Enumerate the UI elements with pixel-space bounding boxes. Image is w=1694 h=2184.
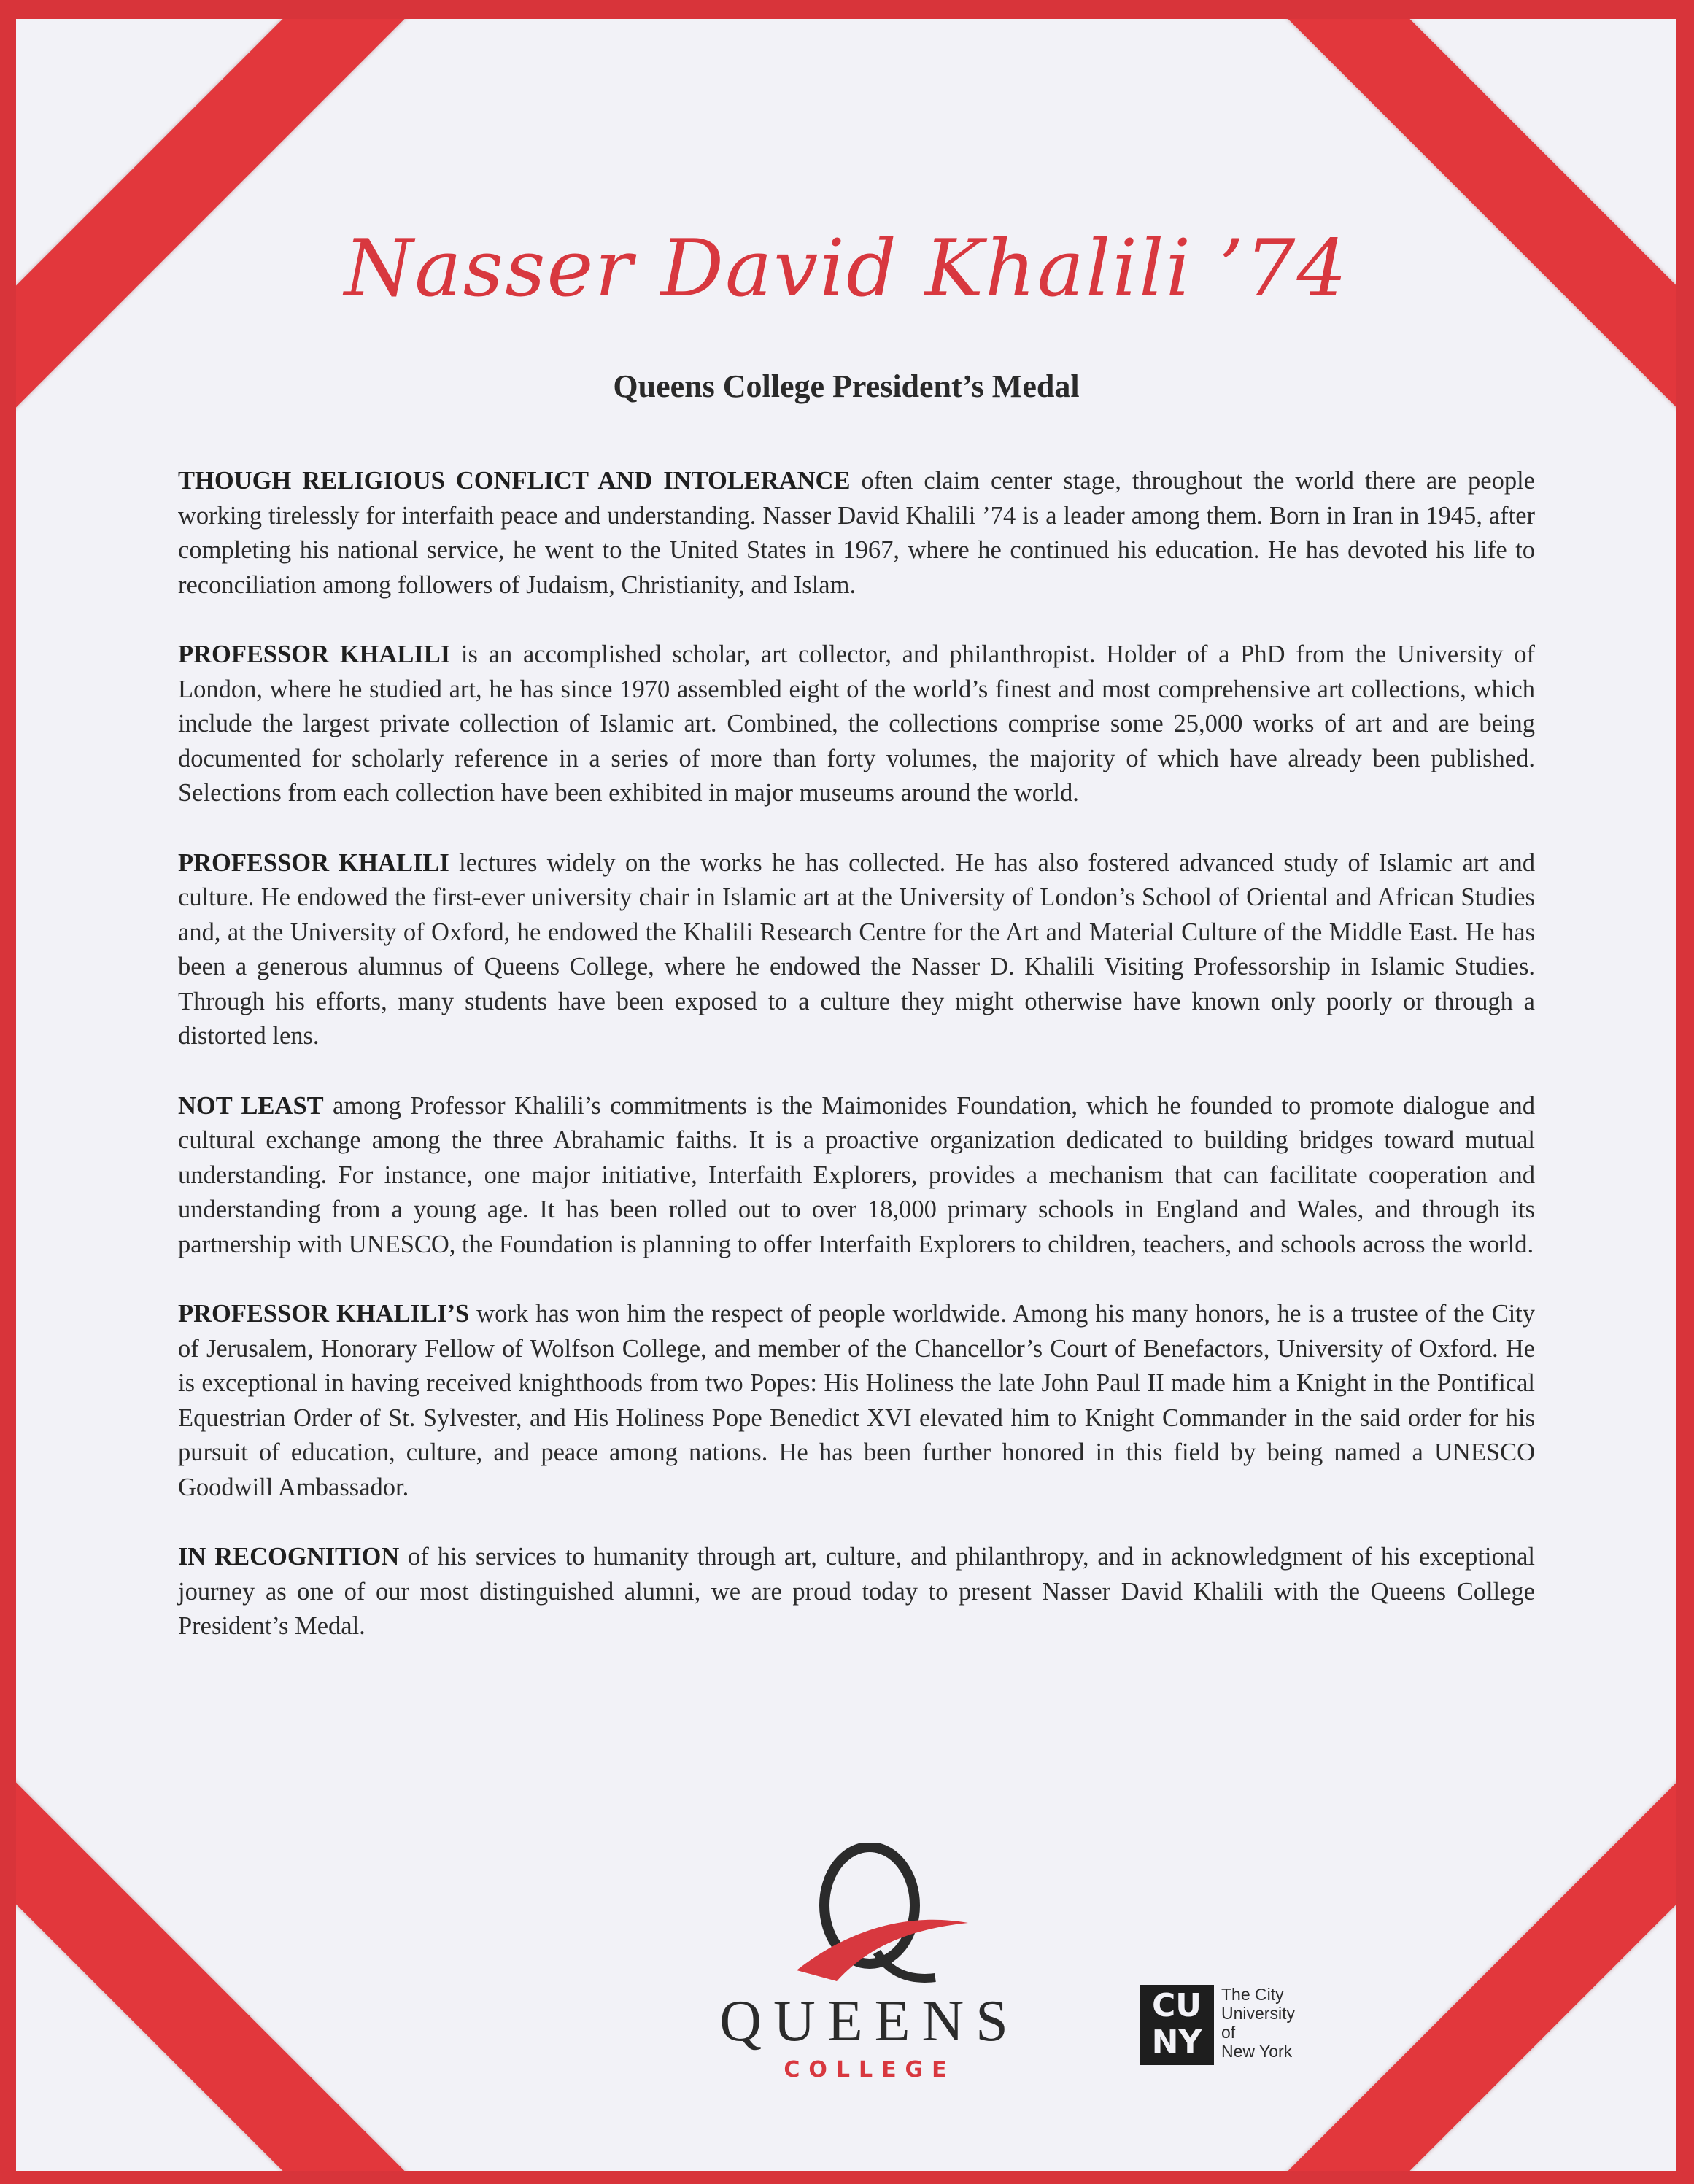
ribbon-bottom-left [16,1741,439,2171]
ribbon-bottom-right [1253,1741,1676,2171]
paragraph-lead: NOT LEAST [178,1091,324,1120]
cuny-logo [1140,1985,1329,2065]
paragraph-lead: THOUGH RELIGIOUS CONFLICT AND INTOLERANCE [178,467,851,495]
paragraph [178,638,1535,811]
cuny-line: The City [1221,1985,1284,2004]
paragraph [178,1297,1535,1505]
paragraph-lead: PROFESSOR KHALILI’S [178,1300,470,1328]
document-paper [16,19,1676,2171]
cuny-mark-icon [1140,1985,1214,2065]
document-title: Nasser David Khalili ’74 [344,223,1349,314]
cuny-line: of [1221,2023,1236,2042]
queens-college-logo [680,1843,1059,2083]
paragraph [178,1089,1535,1263]
cuny-name [1221,1985,1295,2061]
paragraph [178,1540,1535,1644]
document-subtitle: Queens College President’s Medal [613,368,1080,404]
college-wordmark: COLLEGE [784,2057,956,2083]
queens-wordmark: QUEENS [719,1989,1020,2053]
cuny-line: New York [1221,2042,1293,2061]
paragraph-lead: IN RECOGNITION [178,1543,400,1571]
queens-q-icon [767,1843,972,1989]
cuny-mark-bottom: NY [1151,2024,1202,2061]
paragraph-text: of his services to humanity through art, culture, and philanthropy, and in acknowledgment of his exceptional journey as one of our most distinguished alumni, we are proud today to present Nasser David Khalili with the Queens College President’s Medal. [178,1543,1535,1640]
cuny-mark-top: CU [1151,1987,1202,2024]
paragraph-text: among Professor Khalili’s commitments is the Maimonides Foundation, which he founded to promote dialogue and cultural exchange among the three Abrahamic faiths. It is a proactive organization dedicated to building bridges toward mutual understanding. For instance, one major initiative, Interfaith Explorers, provides a mechanism that can facilitate cooperation and understanding from a young age. It has been rolled out to over 18,000 primary schools in England and Wales, and through its partnership with UNESCO, the Foundation is planning to offer Interfaith Explorers to children, teachers, and schools across the world. [178,1091,1535,1258]
paragraph-text: lectures widely on the works he has collected. He has also fostered advanced study of Islamic art and culture. He endowed the first-ever university chair in Islamic art at the University of London’s School of Oriental and African Studies and, at the University of Oxford, he endowed the Khalili Research Centre for the Art and Material Culture of the Middle East. He has been a generous alumnus of Queens College, where he endowed the Nasser D. Khalili Visiting Professorship in Islamic Studies. Through his efforts, many students have been exposed to a culture they might otherwise have known only poorly or through a distorted lens. [178,848,1535,1050]
paragraph [178,464,1535,603]
paragraph [178,846,1535,1054]
citation-body [178,464,1535,1679]
paragraph-text: often claim center stage, throughout the world there are people working tirelessly for interfaith peace and understanding. Nasser David Khalili ’74 is a leader among them. Born in Iran in 1945, after completing his national service, he went to the United States in 1967, where he continued his education. He has devoted his life to reconciliation among followers of Judaism, Christianity, and Islam. [178,467,1535,599]
paragraph-text: work has won him the respect of people worldwide. Among his many honors, he is a trustee of the City of Jerusalem, Honorary Fellow of Wolfson College, and member of the Chancellor’s Court of Benefactors, University of Oxford. He is exceptional in having received knighthoods from two Popes: His Holiness the late John Paul II made him a Knight in the Pontifical Equestrian Order of St. Sylvester, and His Holiness Pope Benedict XVI elevated him to Knight Commander in the said order for his pursuit of education, culture, and peace among nations. He has been further honored in this field by being named a UNESCO Goodwill Ambassador. [178,1300,1535,1501]
paragraph-lead: PROFESSOR KHALILI [178,848,449,877]
cuny-line: University [1221,2004,1295,2023]
paragraph-lead: PROFESSOR KHALILI [178,640,451,668]
paragraph-text: is an accomplished scholar, art collector, and philanthropist. Holder of a PhD from the University of London, where he studied art, he has since 1970 assembled eight of the world’s finest and most comprehensive art collections, which include the largest private collection of Islamic art. Combined, the collections comprise some 25,000 works of art and are being documented for scholarly reference in a series of more than forty volumes, the majority of which have already been published. Selections from each collection have been exhibited in major museums around the world. [178,640,1535,807]
